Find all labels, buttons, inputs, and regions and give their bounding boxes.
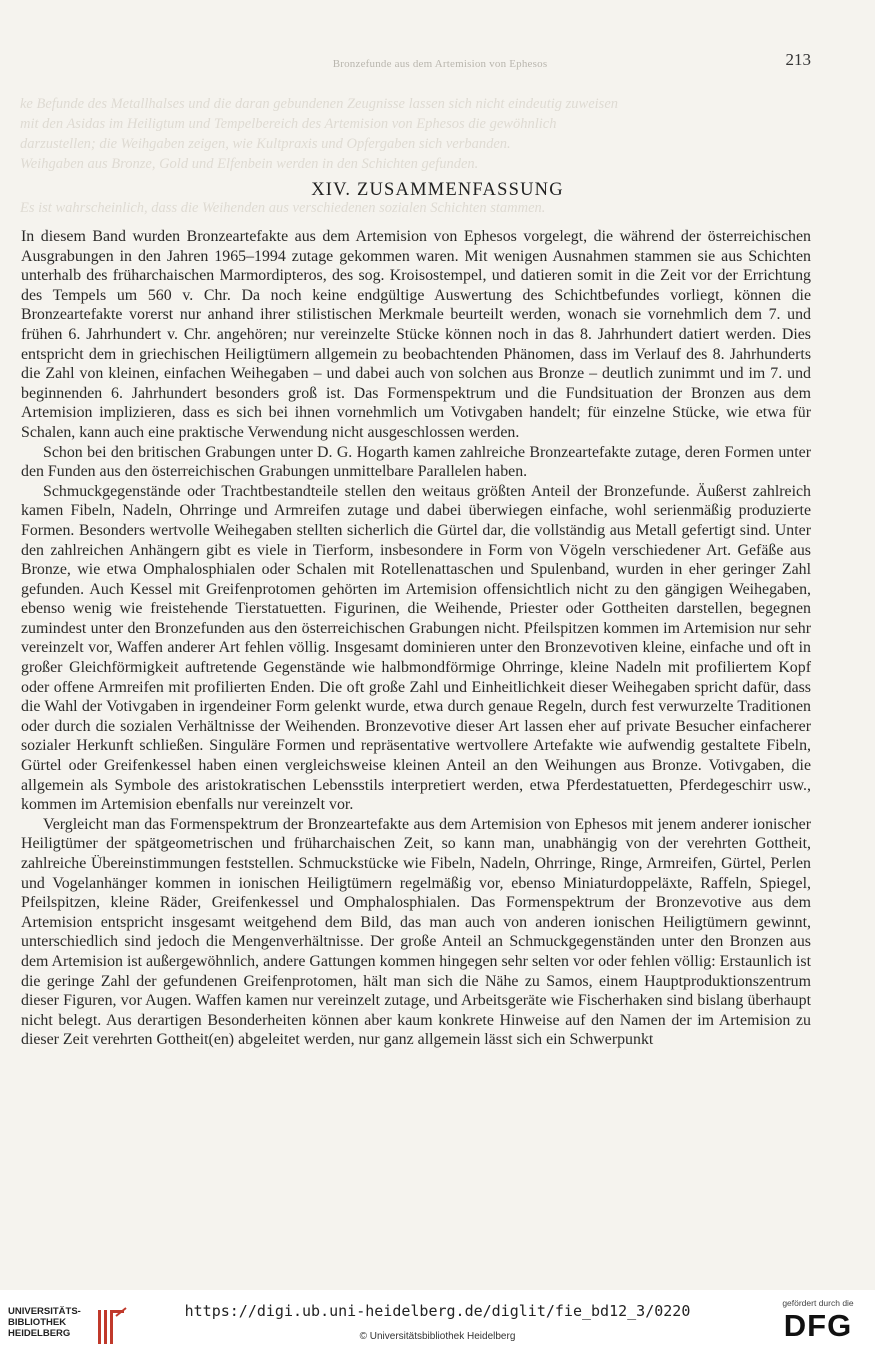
permalink-url[interactable]: https://digi.ub.uni-heidelberg.de/diglit/fie_bd12_3/0220 [184, 1302, 691, 1320]
dfg-logo-text: DFG [783, 1308, 853, 1343]
library-logo-text: UNIVERSITÄTS- BIBLIOTHEK HEIDELBERG [8, 1306, 81, 1339]
funder-note: gefördert durch die [782, 1298, 854, 1308]
page-number: 213 [785, 50, 811, 69]
bleed-through-line: mit den Asidas im Heiligtum und Tempelbereich des Artemision von Ephesos die gewöhnlich [20, 116, 557, 132]
paragraph: Vergleicht man das Formenspektrum der Bronzeartefakte aus dem Artemision von Ephesos mit jenem anderer ionischer Heiligtümer der spätgeometrischen und früharchaischen Zeit, so kann man, unabhängig von der verehrten Gottheit, zahlreiche Übereinstimmungen feststellen. Schmuckstücke wie Fibeln, Nadeln, Ohrringe, Ringe, Armreifen, Gürtel, Perlen und Vogelanhänger kommen in ionischen Heiligtümern regelmäßig vor, ebenso Miniaturdoppeläxte, Raffeln, Spiegel, Pfeilspitzen, kleine Räder, Greifenkessel und Omphalosphialen. Das Formenspektrum der Bronzevotive aus dem Artemision entspricht insgesamt weitgehend dem Bild, das man auch von anderen ionischen Heiligtümern gewinnt, unterschiedlich sind jedoch die Mengenverhältnisse. Der große Anteil an Schmuckgegenständen unter den Bronzen aus dem Artemision ist außergewöhnlich, andere Gattungen kommen hingegen sehr selten vor oder fehlen völlig: Erstaunlich ist die geringe Zahl der gefundenen Greifenprotomen, hält man sich die Nähe zu Samos, einem Hauptproduktionszentrum dieser Figuren, vor Augen. Waffen kamen nur vereinzelt zutage, und Arbeitsgeräte wie Fischerhaken sind bislang überhaupt nicht belegt. Aus derartigen Besonderheiten können aber kaum konkrete Hinweise auf den Namen der im Artemision zu dieser Zeit verehrten Gottheit(en) abgeleitet werden, nur ganz allgemein lässt sich ein Schwerpunkt [21, 815, 811, 1049]
viewer-footer [0, 1290, 875, 1356]
bleed-through-line: ke Befunde des Metallhalses und die daran gebundenen Zeugnisse lassen sich nicht eindeutig zuweisen [20, 96, 619, 112]
running-header: Bronzefunde aus dem Artemision von Ephesos [332, 58, 548, 70]
paragraph: In diesem Band wurden Bronzeartefakte aus dem Artemision von Ephesos vorgelegt, die während der österreichischen Ausgrabungen in den Jahren 1965–1994 zutage gekommen waren. Mit wenigen Ausnahmen stammen sie aus Schichten unterhalb des früharchaischen Marmordipteros, des sog. Kroisostempel, und datieren somit in die Zeit vor der Errichtung des Tempels um 560 v. Chr. Da noch keine endgültige Auswertung des Schichtbefundes vorliegt, können die Bronzeartefakte vorerst nur anhand ihrer stilistischen Merkmale beurteilt werden, wonach sie vornehmlich dem 7. und frühen 6. Jahrhundert v. Chr. angehören; nur vereinzelte Stücke können noch in das 8. Jahrhundert datiert werden. Dies entspricht dem in griechischen Heiligtümern allgemein zu beobachtenden Phänomen, dass im Verlauf des 8. Jahrhunderts die Zahl von kleinen, einfachen Weihegaben – und dabei auch von solchen aus Bronze – deutlich zunimmt und im 7. und beginnenden 6. Jahrhundert besonders groß ist. Das Formenspektrum und die Fundsituation der Bronzen aus dem Artemision implizieren, dass es sich bei ihnen vornehmlich um Votivgaben handelt; für einzelne Stücke, wie etwa für Schalen, kann auch eine praktische Verwendung nicht ausgeschlossen werden. [21, 228, 811, 441]
funder-logo[interactable] [773, 1298, 863, 1344]
section-title: XIV. ZUSAMMENFASSUNG [311, 180, 564, 200]
bleed-through-line: Weihgaben aus Bronze, Gold und Elfenbein werden in den Schichten gefunden. [20, 156, 479, 172]
bleed-through-line: darzustellen; die Weihgaben zeigen, wie Kultpraxis und Opfergaben sich verbanden. [20, 136, 511, 152]
paragraph: Schon bei den britischen Grabungen unter D. G. Hogarth kamen zahlreiche Bronzeartefakte zutage, deren Formen unter den Funden aus den österreichischen Grabungen unmittelbare Parallelen haben. [21, 443, 811, 481]
copyright-notice: © Universitätsbibliothek Heidelberg [359, 1331, 516, 1342]
body-text [21, 227, 811, 1050]
paragraph: Schmuckgegenstände oder Trachtbestandteile stellen den weitaus größten Anteil der Bronzefunde. Äußerst zahlreich kamen Fibeln, Nadeln, Ohrringe und Armreifen zutage und dabei überwiegen einfache, wohl serienmäßig produzierte Formen. Besonders wertvolle Weihegaben stellten sicherlich die Gürtel dar, die vollständig aus Metall gefertigt sind. Unter den zahlreichen Anhängern gibt es viele in Tierform, insbesondere in Form von Vögeln verschiedener Art. Gefäße aus Bronze, wie etwa Omphalosphialen oder Schalen mit Rotellenattaschen und Spulenband, wurden in eher geringer Zahl gefunden. Auch Kessel mit Greifenprotomen gehörten im Artemision offensichtlich nicht zu den gängigen Weihegaben, ebenso wenig wie freistehende Tierstatuetten. Figurinen, die Weihende, Priester oder Gottheiten darstellen, begegnen zumindest unter den Bronzefunden aus den österreichischen Grabungen nicht. Pfeilspitzen kommen im Artemision nur sehr vereinzelt vor, Waffen anderer Art fehlen völlig. Insgesamt dominieren unter den Bronzevotiven kleine, einfache und oft in großer Gleichförmigkeit auftretende Gegenstände wie halbmondförmige Ohrringe, kleine Nadeln mit profiliertem Kopf oder offene Armreifen mit profilierten Enden. Die oft große Zahl und Einheitlichkeit dieser Weihegaben spricht dafür, dass die Wahl der Votivgaben in irgendeiner Form gelenkt wurde, etwa durch genaue Regeln, durch fest verwurzelte Traditionen oder durch die sozialen Verhältnisse der Weihenden. Bronzevotive dieser Art lassen eher auf private Besucher einfacherer sozialer Herkunft schließen. Singuläre Formen und repräsentative wertvollere Artefakte wie aufwendig gestaltete Fibeln, Gürtel oder Greifenkessel haben einen vergleichsweise kleinen Anteil an den Weihungen aus Bronze. Votivgaben, die allgemein als Symbole des aristokratischen Lebensstils interpretiert werden, etwa Pferdestatuetten, Pferdegeschirr usw., kommen im Artemision ebenfalls nur vereinzelt vor. [21, 482, 811, 814]
bleed-through-line: Es ist wahrscheinlich, dass die Weihenden aus verschiedenen sozialen Schichten stammen. [20, 200, 546, 216]
